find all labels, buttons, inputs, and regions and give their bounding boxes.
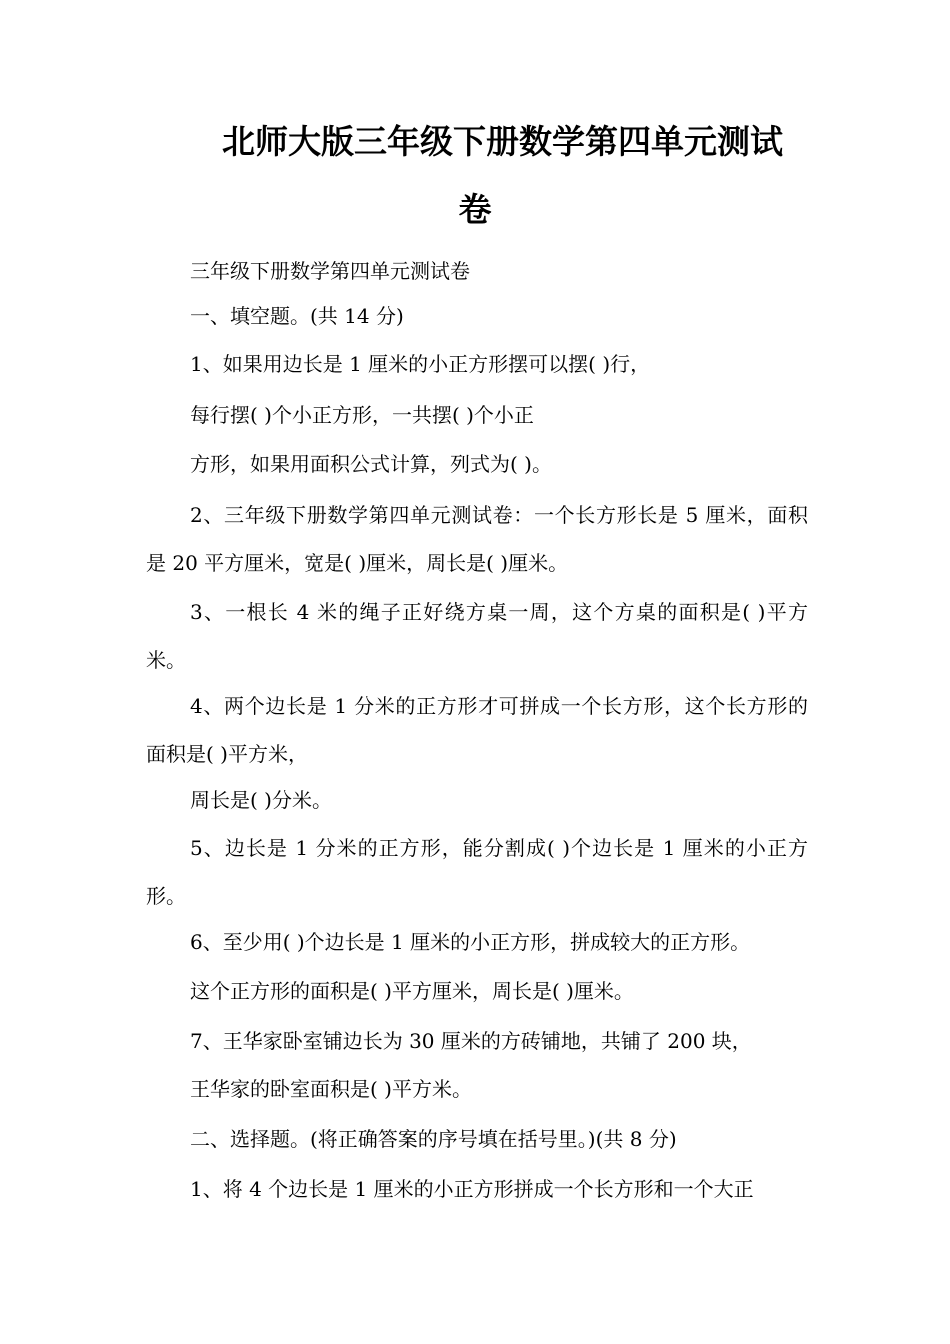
question-6-line-1: 6、至少用( )个边长是 1 厘米的小正方形，拼成较大的正方形。	[190, 930, 751, 954]
document-title-line1: 北师大版三年级下册数学第四单元测试	[222, 122, 783, 161]
question-2: 2、三年级下册数学第四单元测试卷：一个长方形长是 5 厘米，面积是 20 平方厘米，宽是( )厘米，周长是( )厘米。	[146, 503, 808, 575]
question-7-line-2: 王华家的卧室面积是( )平方米。	[190, 1077, 472, 1101]
subtitle: 三年级下册数学第四单元测试卷	[190, 259, 470, 283]
question-1-line-3: 方形，如果用面积公式计算，列式为( )。	[190, 452, 552, 476]
question-1-line-1: 1、如果用边长是 1 厘米的小正方形摆可以摆( )行，	[190, 352, 651, 376]
section-heading-fill-in: 一、填空题。(共 14 分)	[190, 304, 404, 328]
question-7-line-1: 7、王华家卧室铺边长为 30 厘米的方砖铺地，共铺了 200 块，	[190, 1029, 752, 1053]
section-heading-multiple-choice: 二、选择题。(将正确答案的序号填在括号里。)(共 8 分)	[190, 1127, 677, 1151]
choice-question-1: 1、将 4 个边长是 1 厘米的小正方形拼成一个长方形和一个大正	[190, 1177, 754, 1201]
question-4-continued: 周长是( )分米。	[190, 788, 332, 812]
question-5: 5、边长是 1 分米的正方形，能分割成( )个边长是 1 厘米的小正方形。	[146, 836, 808, 908]
question-6-line-2: 这个正方形的面积是( )平方厘米，周长是( )厘米。	[190, 979, 634, 1003]
question-3: 3、一根长 4 米的绳子正好绕方桌一周，这个方桌的面积是( )平方米。	[146, 600, 808, 672]
question-4: 4、两个边长是 1 分米的正方形才可拼成一个长方形，这个长方形的面积是( )平方米，	[146, 694, 808, 766]
document-title-line2: 卷	[458, 190, 492, 229]
question-1-line-2: 每行摆( )个小正方形，一共摆( )个小正	[190, 403, 534, 427]
